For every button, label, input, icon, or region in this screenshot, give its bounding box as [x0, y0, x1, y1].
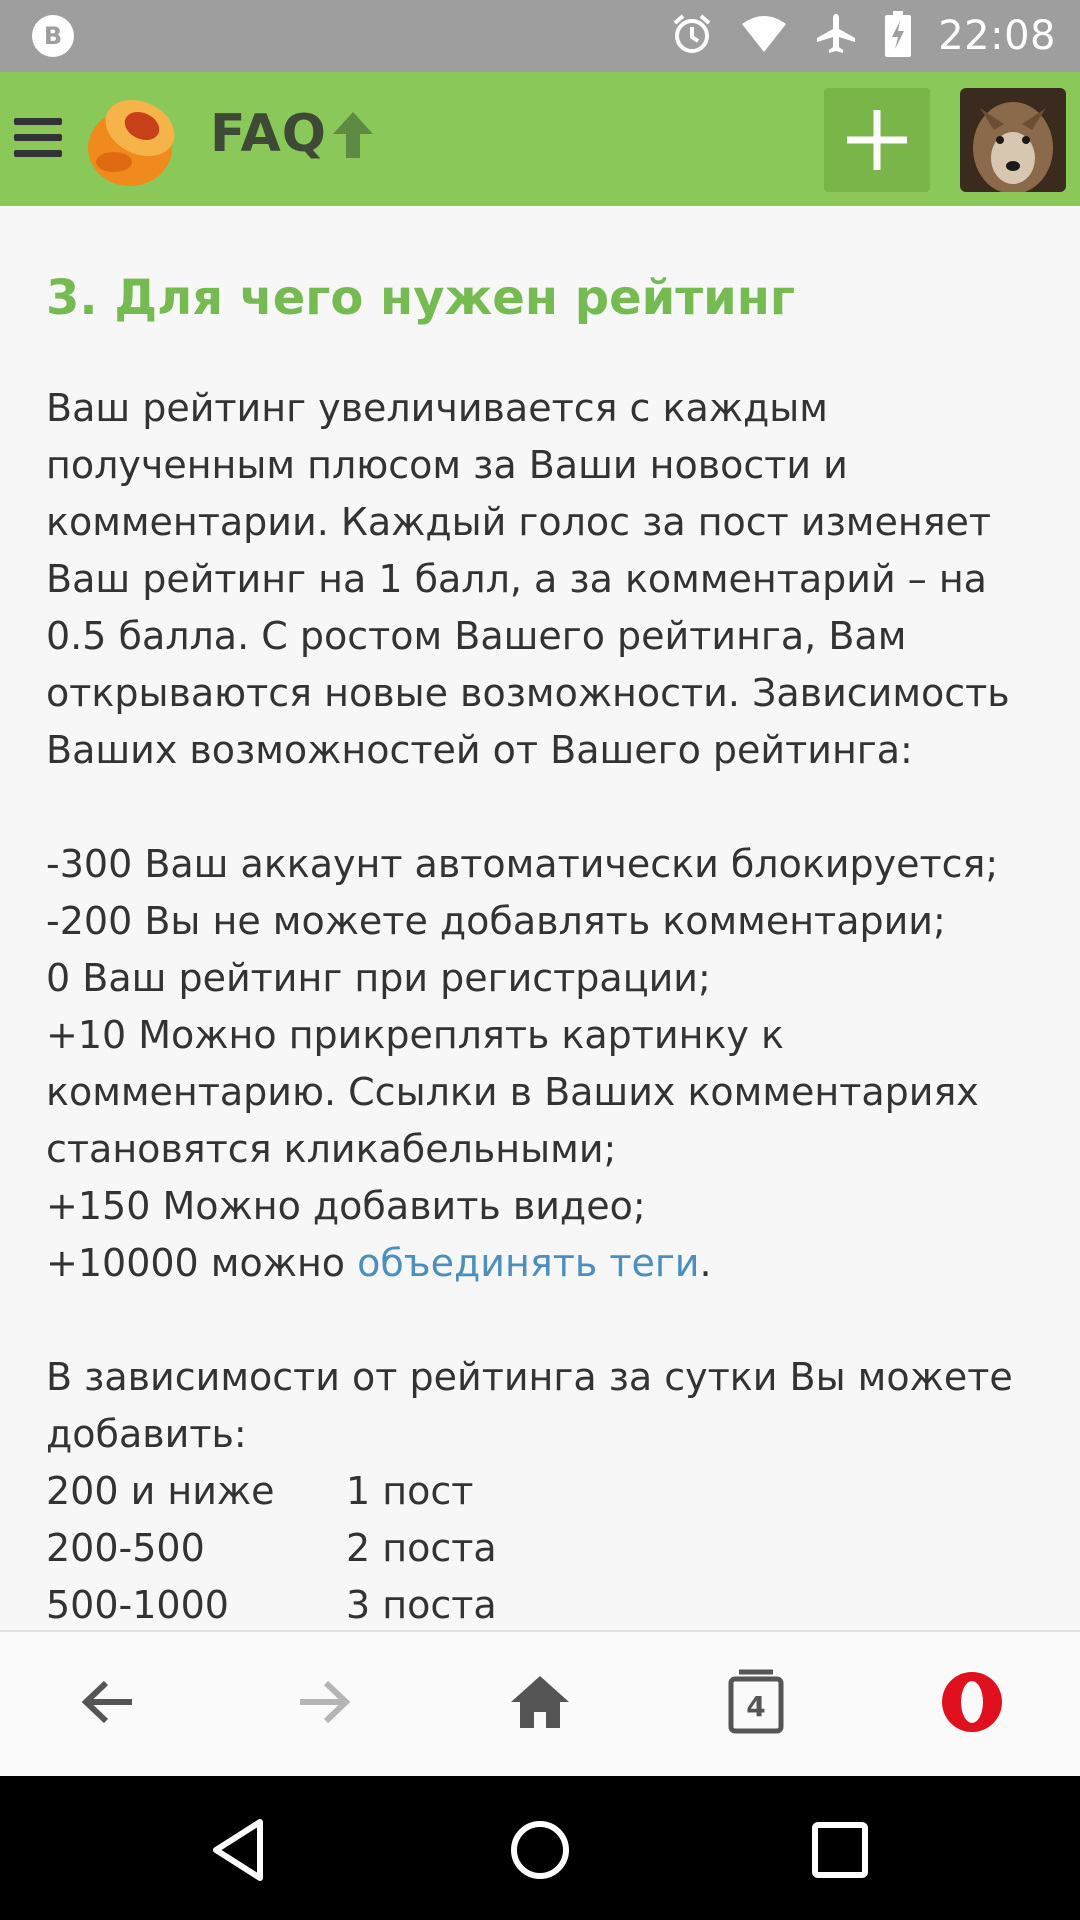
home-button[interactable]: [500, 1662, 580, 1742]
tabs-button[interactable]: [716, 1662, 796, 1742]
tab-count: 4: [746, 1689, 766, 1723]
notification-badge: B: [32, 15, 74, 57]
text-line: Ваших возможностей от Вашего рейтинга:: [46, 728, 913, 772]
avatar[interactable]: [960, 88, 1066, 192]
battery-icon: [884, 11, 912, 61]
rating-range: 500-1000: [46, 1583, 229, 1627]
system-nav-bar: [0, 1776, 1080, 1920]
status-bar: [0, 0, 1080, 72]
text-line: Ваш рейтинг на 1 балл, а за комментарий – на: [46, 557, 987, 601]
section-heading: 3. Для чего нужен рейтинг: [46, 270, 795, 326]
rating-range: 200 и ниже: [46, 1469, 275, 1513]
text-line: +150 Можно добавить видео;: [46, 1184, 646, 1228]
article-body: [46, 380, 1046, 1634]
text-line: 0 Ваш рейтинг при регистрации;: [46, 956, 711, 1000]
menu-icon[interactable]: [14, 118, 62, 158]
text-line: открываются новые возможности. Зависимость: [46, 671, 1010, 715]
triangle-back-icon: [202, 1812, 278, 1888]
table-row: [46, 1577, 1046, 1634]
app-header: [0, 72, 1080, 206]
page-title[interactable]: FAQ: [210, 104, 328, 164]
text-line: становятся кликабельными;: [46, 1127, 617, 1171]
arrow-up-icon[interactable]: [330, 110, 376, 164]
plus-icon: [824, 88, 930, 192]
opera-menu-button[interactable]: [932, 1662, 1012, 1742]
text-line: комментарию. Ссылки в Ваших комментариях: [46, 1070, 979, 1114]
arrow-right-icon: [296, 1677, 352, 1727]
text-line: -300 Ваш аккаунт автоматически блокируется;: [46, 842, 999, 886]
alarm-icon: [670, 12, 714, 60]
text-line: добавить:: [46, 1412, 247, 1456]
posts-per-day: 2 поста: [346, 1526, 497, 1570]
nav-recents-button[interactable]: [802, 1812, 878, 1888]
text-line: +10 Можно прикреплять картинку к: [46, 1013, 784, 1057]
text-line: Ваш рейтинг увеличивается с каждым: [46, 386, 828, 430]
text-line: 0.5 балла. С ростом Вашего рейтинга, Вам: [46, 614, 907, 658]
back-button[interactable]: [68, 1662, 148, 1742]
nav-home-button[interactable]: [502, 1812, 578, 1888]
clock: 22:08: [938, 13, 1056, 59]
text-line: комментарии. Каждый голос за пост изменяет: [46, 500, 992, 544]
posts-per-day: 1 пост: [346, 1469, 474, 1513]
text-line: полученным плюсом за Ваши новости и: [46, 443, 848, 487]
table-row: [46, 1463, 1046, 1520]
home-icon: [509, 1674, 571, 1730]
table-row: [46, 1520, 1046, 1577]
text-line: -200 Вы не можете добавлять комментарии;: [46, 899, 946, 943]
wifi-icon: [740, 14, 788, 58]
site-logo[interactable]: [84, 90, 184, 190]
rating-range: 200-500: [46, 1526, 205, 1570]
text-fragment: +10000 можно: [46, 1241, 358, 1285]
add-post-button[interactable]: [824, 88, 930, 192]
opera-logo-icon: [940, 1670, 1004, 1734]
text-line: [46, 1235, 1046, 1292]
text-fragment: .: [699, 1241, 712, 1285]
merge-tags-link[interactable]: объединять теги: [357, 1241, 700, 1285]
airplane-icon: [814, 12, 858, 60]
text-line: В зависимости от рейтинга за сутки Вы можете: [46, 1355, 1013, 1399]
square-recents-icon: [802, 1812, 878, 1888]
circle-home-icon: [502, 1812, 578, 1888]
browser-toolbar: [0, 1630, 1080, 1778]
nav-back-button[interactable]: [202, 1812, 278, 1888]
posts-per-day: 3 поста: [346, 1583, 497, 1627]
arrow-left-icon: [80, 1677, 136, 1727]
article: [46, 206, 1046, 1634]
forward-button[interactable]: [284, 1662, 364, 1742]
